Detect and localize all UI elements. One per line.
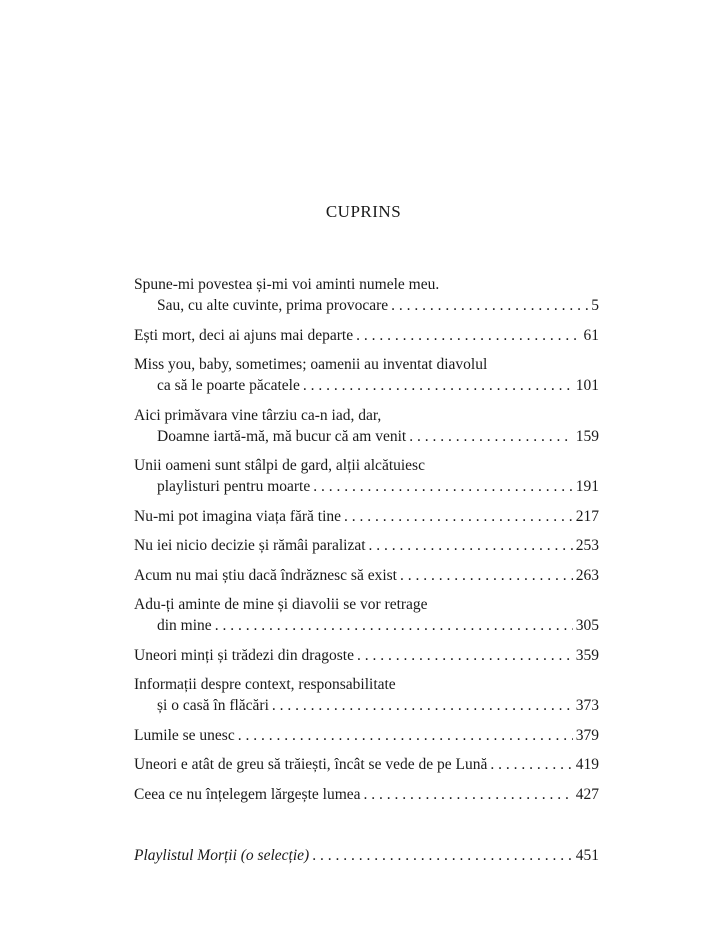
page-title: CUPRINS [325,202,402,221]
toc-page-number: 217 [575,507,599,525]
toc-leader-dots [356,325,580,346]
toc-page-number: 451 [575,846,599,864]
toc-entry-title-continued: playlisturi pentru moarte [157,478,311,495]
toc-page-number: 419 [575,756,599,773]
toc-entry[interactable] [134,354,599,396]
toc-entry-title-continued: Sau, cu alte cuvinte, prima provocare [157,297,389,314]
toc-entry[interactable] [134,405,599,447]
toc-leader-dots [344,506,573,527]
toc-entry-title-continued: ca să le poarte păcatele [157,377,300,394]
toc-leader-dots [303,375,573,396]
toc-entry-title: Unii oameni sunt stâlpi de gard, alții alcătuiesc [134,457,425,474]
toc-page-number: 263 [575,566,599,584]
toc-page-number: 359 [575,646,599,664]
toc-entry-title-continued: și o casă în flăcări [157,697,269,714]
toc-entry[interactable] [134,274,599,316]
toc-entry-title: Spune-mi povestea și-mi voi aminti numele meu. [134,276,440,293]
toc-leader-dots [357,645,573,666]
toc-entry-title-continued: din mine [157,617,212,634]
toc-entry-title: Ești mort, deci ai ajuns mai departe [134,326,354,344]
toc-leader-dots [400,565,573,586]
toc-entry-title: Adu-ți aminte de mine și diavolii se vor retrage [134,596,428,613]
toc-page-number: 191 [575,478,599,495]
toc-page-number: 159 [575,427,599,445]
toc-entry[interactable] [134,325,599,346]
toc-page-number: 253 [575,537,599,554]
toc-entry-title: Acum nu mai știu dacă îndrăznesc să exist [134,566,397,584]
toc-leader-dots [215,615,573,636]
toc-entry-title: Nu iei nicio decizie și rămâi paralizat [134,537,366,554]
toc-leader-dots [391,295,588,316]
toc-entry[interactable] [134,506,599,527]
toc-entry-title-continued: Doamne iartă-mă, mă bucur că am venit [157,427,407,445]
toc-leader-dots [313,476,573,497]
toc-page-number: 427 [575,785,599,803]
toc-leader-dots [364,784,573,805]
table-of-contents [134,274,599,874]
toc-entry[interactable] [134,754,599,775]
toc-entry[interactable] [134,594,599,636]
toc-entry[interactable] [134,565,599,586]
toc-entry[interactable] [134,645,599,666]
toc-page-number: 61 [583,326,599,344]
toc-page-number: 101 [575,377,599,394]
toc-leader-dots [369,535,573,556]
toc-entry-title: Uneori e atât de greu să trăiești, încât se vede de pe Lună [134,756,488,773]
toc-leader-dots [272,695,573,716]
toc-leader-dots [238,725,573,746]
toc-entry-title: Nu-mi pot imagina viața fără tine [134,507,342,525]
toc-entry[interactable] [134,784,599,805]
toc-page-number: 5 [591,297,599,314]
toc-page-number: 379 [575,726,599,744]
toc-entry[interactable] [134,674,599,716]
toc-page-number: 305 [575,617,599,634]
toc-leader-dots [490,754,572,775]
toc-entry-title: Miss you, baby, sometimes; oamenii au inventat diavolul [134,356,488,373]
toc-entry[interactable] [134,455,599,497]
toc-leader-dots [409,426,573,447]
toc-entry-title: Ceea ce nu înțelegem lărgește lumea [134,785,361,803]
toc-appendix-entry[interactable] [134,845,599,866]
toc-entry-title: Aici primăvara vine târziu ca-n iad, dar, [134,406,382,424]
toc-entries [134,274,599,805]
toc-entry[interactable] [134,725,599,746]
toc-leader-dots [312,845,573,866]
toc-page-number: 373 [575,697,599,714]
toc-entry-title: Uneori minți și trădezi din dragoste [134,646,354,664]
toc-entry-title: Lumile se unesc [134,726,235,744]
toc-entry-title: Playlistul Morții (o selecție) [134,846,310,864]
toc-entry-title: Informații despre context, responsabilitate [134,676,396,693]
toc-entry[interactable] [134,535,599,556]
